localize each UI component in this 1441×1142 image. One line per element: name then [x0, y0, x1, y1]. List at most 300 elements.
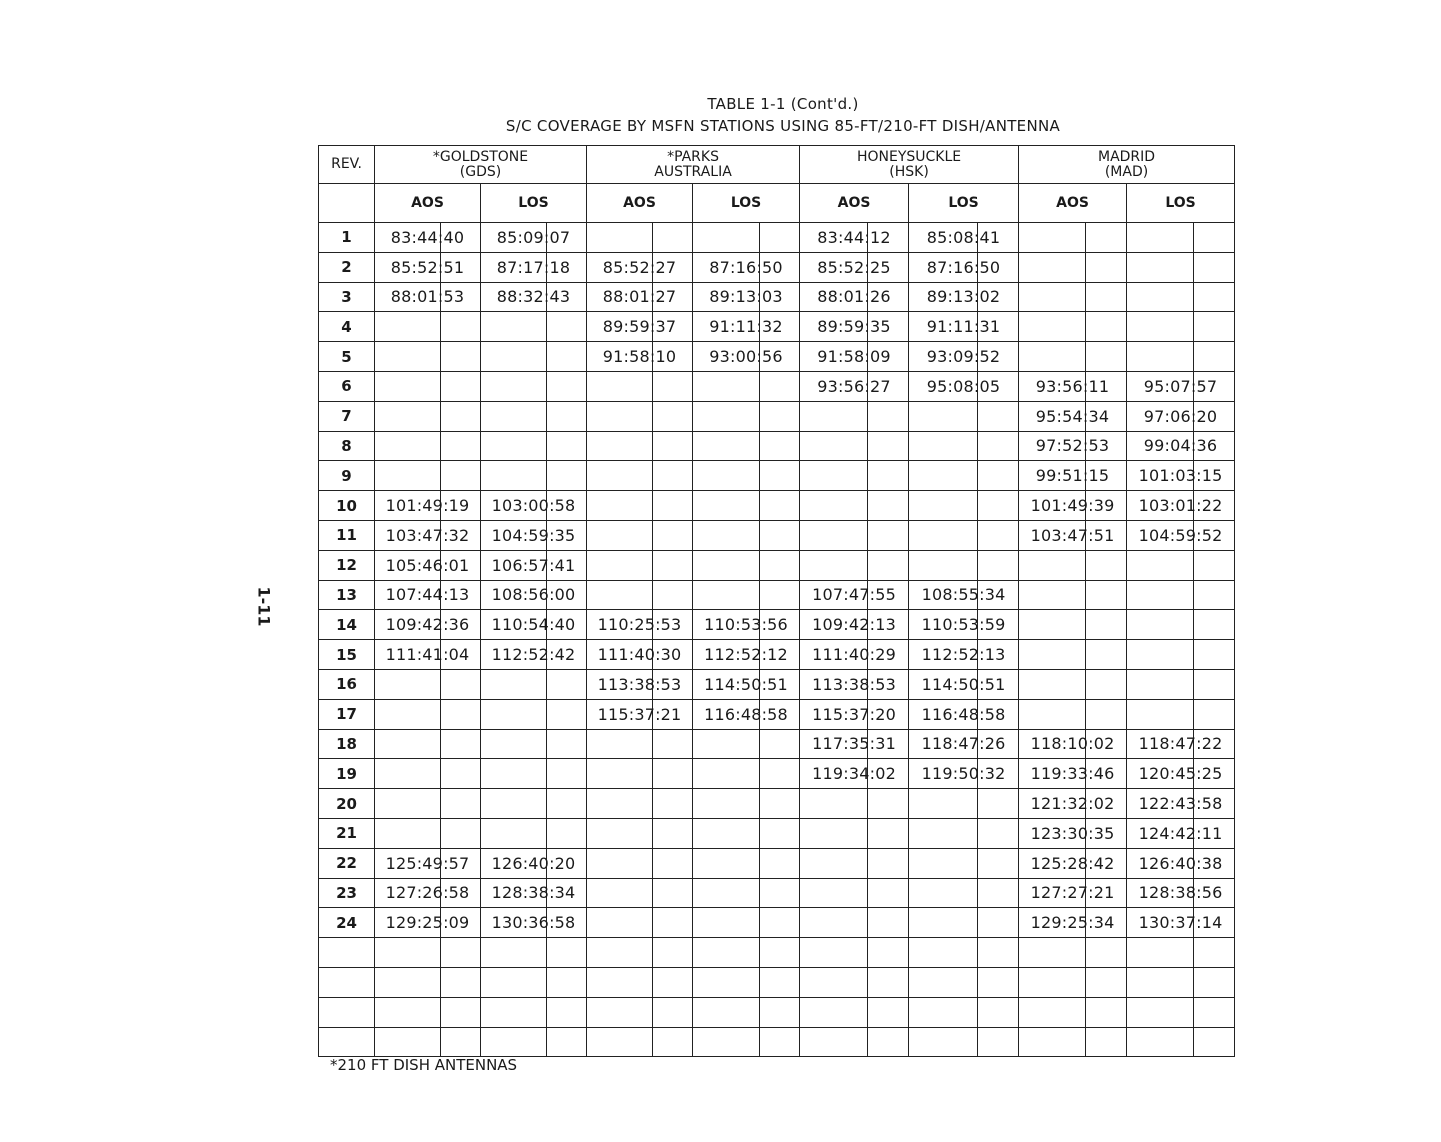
los-cell	[1127, 223, 1235, 253]
aos-cell	[800, 640, 909, 670]
time-value: 87:16:50	[926, 257, 1001, 277]
time-value: 101:49:19	[385, 496, 470, 516]
table-row	[319, 401, 1235, 431]
aos-cell	[587, 818, 693, 848]
los-header: LOS	[481, 184, 587, 223]
time-value: 88:01:53	[390, 287, 465, 307]
time-value: 119:34:02	[812, 764, 896, 784]
aos-cell	[375, 431, 481, 461]
los-cell	[481, 371, 587, 401]
aos-cell	[587, 342, 693, 372]
los-cell	[909, 491, 1019, 521]
table-subtitle: S/C COVERAGE BY MSFN STATIONS USING 85-FT/210-FT DISH/ANTENNA	[505, 117, 1061, 135]
table-row	[319, 789, 1235, 819]
los-cell	[693, 610, 800, 640]
table-row	[319, 550, 1235, 580]
los-cell	[693, 371, 800, 401]
rev-number: 19	[319, 759, 375, 789]
los-cell	[481, 1027, 587, 1057]
table-row	[319, 580, 1235, 610]
time-value: 83:44:12	[817, 227, 891, 247]
rev-subheader-blank	[319, 184, 375, 223]
time-value: 128:38:56	[1138, 883, 1223, 903]
aos-cell	[800, 729, 909, 759]
rev-number	[319, 997, 375, 1027]
table-row	[319, 371, 1235, 401]
time-value: 89:59:35	[817, 317, 891, 337]
los-cell	[693, 1027, 800, 1057]
station-goldstone	[375, 146, 587, 184]
los-cell	[1127, 1027, 1235, 1057]
time-value: 103:47:32	[385, 525, 470, 545]
time-value: 114:50:51	[921, 674, 1006, 694]
table-title: TABLE 1-1 (Cont'd.)	[707, 95, 859, 113]
rev-number	[319, 967, 375, 997]
time-value: 107:47:55	[812, 585, 896, 605]
table-row	[319, 491, 1235, 521]
los-cell	[909, 550, 1019, 580]
time-value: 108:55:34	[921, 585, 1006, 605]
aos-cell	[800, 431, 909, 461]
los-cell	[909, 252, 1019, 282]
aos-cell	[1019, 431, 1127, 461]
rev-number	[319, 1027, 375, 1057]
time-value: 130:37:14	[1138, 913, 1223, 933]
table-row	[319, 908, 1235, 938]
los-cell	[693, 729, 800, 759]
time-value: 118:47:26	[921, 734, 1006, 754]
time-value: 113:38:53	[597, 674, 682, 694]
los-cell	[481, 610, 587, 640]
los-cell	[481, 401, 587, 431]
los-cell	[693, 759, 800, 789]
aos-cell	[1019, 759, 1127, 789]
time-value: 130:36:58	[491, 913, 576, 933]
los-cell	[481, 342, 587, 372]
rev-number: 4	[319, 312, 375, 342]
aos-cell	[587, 371, 693, 401]
los-cell	[693, 312, 800, 342]
aos-cell	[800, 461, 909, 491]
aos-cell	[587, 580, 693, 610]
aos-cell	[375, 759, 481, 789]
aos-cell	[375, 640, 481, 670]
station-goldstone-code: (GDS)	[459, 163, 502, 180]
time-value: 121:32:02	[1030, 794, 1115, 814]
los-cell	[1127, 520, 1235, 550]
time-value: 93:09:52	[926, 347, 1001, 367]
time-value: 85:52:25	[817, 257, 891, 277]
aos-cell	[375, 401, 481, 431]
table-row	[319, 282, 1235, 312]
aos-cell	[375, 848, 481, 878]
aos-cell	[1019, 878, 1127, 908]
los-cell	[909, 669, 1019, 699]
aos-header: AOS	[800, 184, 909, 223]
rev-number: 22	[319, 848, 375, 878]
los-cell	[1127, 729, 1235, 759]
aos-cell	[1019, 550, 1127, 580]
time-value: 97:52:53	[1035, 436, 1110, 456]
aos-cell	[375, 669, 481, 699]
time-value: 126:40:38	[1138, 853, 1223, 873]
los-cell	[909, 461, 1019, 491]
aos-cell	[800, 938, 909, 968]
los-cell	[1127, 550, 1235, 580]
time-value: 112:52:12	[704, 645, 788, 665]
los-cell	[481, 699, 587, 729]
aos-cell	[1019, 491, 1127, 521]
aos-cell	[375, 520, 481, 550]
aos-cell	[1019, 610, 1127, 640]
aos-header: AOS	[375, 184, 481, 223]
los-cell	[1127, 431, 1235, 461]
aos-cell	[375, 550, 481, 580]
rev-number: 1	[319, 223, 375, 253]
los-cell	[481, 520, 587, 550]
aos-cell	[375, 252, 481, 282]
aos-cell	[375, 699, 481, 729]
time-value: 85:52:27	[602, 257, 677, 277]
los-cell	[693, 431, 800, 461]
aos-cell	[800, 342, 909, 372]
aos-cell	[800, 818, 909, 848]
aos-cell	[375, 223, 481, 253]
los-cell	[1127, 312, 1235, 342]
los-cell	[1127, 997, 1235, 1027]
time-value: 111:40:30	[597, 645, 682, 665]
time-value: 106:57:41	[491, 555, 576, 575]
time-value: 114:50:51	[704, 674, 788, 694]
aos-cell	[587, 550, 693, 580]
aos-cell	[1019, 640, 1127, 670]
table-row	[319, 938, 1235, 968]
rev-number: 8	[319, 431, 375, 461]
rev-number: 15	[319, 640, 375, 670]
aos-cell	[375, 938, 481, 968]
rev-number: 14	[319, 610, 375, 640]
time-value: 91:58:10	[602, 347, 677, 367]
time-value: 113:38:53	[812, 674, 896, 694]
los-cell	[481, 669, 587, 699]
los-cell	[693, 520, 800, 550]
los-cell	[693, 699, 800, 729]
aos-cell	[800, 580, 909, 610]
los-cell	[693, 252, 800, 282]
aos-cell	[587, 640, 693, 670]
los-cell	[909, 282, 1019, 312]
aos-cell	[587, 1027, 693, 1057]
aos-cell	[375, 878, 481, 908]
table-row	[319, 610, 1235, 640]
los-cell	[909, 520, 1019, 550]
los-cell	[481, 967, 587, 997]
aos-cell	[1019, 401, 1127, 431]
time-value: 103:47:51	[1030, 525, 1115, 545]
los-cell	[909, 759, 1019, 789]
time-value: 127:27:21	[1030, 883, 1115, 903]
los-cell	[693, 938, 800, 968]
table-row	[319, 342, 1235, 372]
time-value: 123:30:35	[1030, 823, 1115, 843]
table-row	[319, 997, 1235, 1027]
aos-cell	[375, 908, 481, 938]
aos-cell	[587, 938, 693, 968]
los-cell	[909, 729, 1019, 759]
rev-header: REV.	[319, 146, 375, 184]
time-value: 99:04:36	[1143, 436, 1218, 456]
rev-number: 18	[319, 729, 375, 759]
los-cell	[481, 491, 587, 521]
los-cell	[693, 550, 800, 580]
time-value: 91:11:32	[709, 317, 783, 337]
los-cell	[481, 938, 587, 968]
aos-cell	[587, 610, 693, 640]
rev-number: 16	[319, 669, 375, 699]
time-value: 95:54:34	[1035, 406, 1110, 426]
aos-cell	[800, 252, 909, 282]
aos-cell	[800, 401, 909, 431]
los-cell	[1127, 461, 1235, 491]
aos-cell	[1019, 1027, 1127, 1057]
los-cell	[909, 938, 1019, 968]
time-value: 118:10:02	[1030, 734, 1115, 754]
time-value: 119:50:32	[921, 764, 1006, 784]
aos-cell	[1019, 967, 1127, 997]
los-cell	[909, 967, 1019, 997]
time-value: 125:49:57	[385, 853, 470, 873]
los-cell	[693, 997, 800, 1027]
aos-cell	[375, 997, 481, 1027]
los-cell	[909, 223, 1019, 253]
aos-cell	[1019, 252, 1127, 282]
aos-cell	[1019, 997, 1127, 1027]
aos-cell	[375, 818, 481, 848]
station-goldstone-name: *GOLDSTONE	[432, 148, 529, 165]
los-cell	[1127, 789, 1235, 819]
time-value: 88:01:26	[817, 287, 891, 307]
los-cell	[693, 461, 800, 491]
aos-header: AOS	[587, 184, 693, 223]
los-cell	[481, 282, 587, 312]
time-value: 112:52:13	[921, 645, 1006, 665]
rev-number: 6	[319, 371, 375, 401]
rev-number: 2	[319, 252, 375, 282]
aos-cell	[587, 312, 693, 342]
aos-cell	[375, 342, 481, 372]
aos-cell	[800, 371, 909, 401]
los-cell	[1127, 342, 1235, 372]
los-cell	[909, 371, 1019, 401]
rev-number: 11	[319, 520, 375, 550]
los-cell	[1127, 371, 1235, 401]
time-value: 89:13:03	[709, 287, 783, 307]
aos-cell	[1019, 848, 1127, 878]
los-cell	[1127, 908, 1235, 938]
station-honeysuckle-name: HONEYSUCKLE	[856, 148, 962, 165]
los-cell	[481, 580, 587, 610]
aos-cell	[587, 431, 693, 461]
los-cell	[909, 1027, 1019, 1057]
aos-cell	[1019, 520, 1127, 550]
los-cell	[1127, 938, 1235, 968]
rev-number: 5	[319, 342, 375, 372]
table-row	[319, 223, 1235, 253]
aos-cell	[375, 789, 481, 819]
rev-number: 17	[319, 699, 375, 729]
aos-cell	[800, 491, 909, 521]
table-row	[319, 640, 1235, 670]
los-cell	[1127, 669, 1235, 699]
time-value: 115:37:21	[597, 704, 682, 724]
time-value: 93:00:56	[709, 347, 783, 367]
los-cell	[693, 878, 800, 908]
time-value: 93:56:11	[1035, 376, 1110, 396]
aos-cell	[1019, 729, 1127, 759]
time-value: 107:44:13	[385, 585, 470, 605]
aos-cell	[1019, 938, 1127, 968]
aos-cell	[375, 461, 481, 491]
time-value: 110:53:56	[704, 615, 788, 635]
aos-cell	[375, 610, 481, 640]
los-cell	[1127, 759, 1235, 789]
aos-cell	[375, 1027, 481, 1057]
aos-cell	[587, 729, 693, 759]
station-parks-code: AUSTRALIA	[654, 163, 732, 180]
rev-number: 13	[319, 580, 375, 610]
los-cell	[1127, 818, 1235, 848]
aos-cell	[587, 252, 693, 282]
aos-cell	[375, 282, 481, 312]
rev-number: 23	[319, 878, 375, 908]
los-cell	[909, 640, 1019, 670]
station-honeysuckle	[800, 146, 1019, 184]
time-value: 99:51:15	[1035, 466, 1110, 486]
los-cell	[909, 789, 1019, 819]
rev-number	[319, 938, 375, 968]
time-value: 103:00:58	[491, 496, 576, 516]
table-row	[319, 699, 1235, 729]
station-madrid	[1019, 146, 1235, 184]
time-value: 125:28:42	[1030, 853, 1115, 873]
aos-cell	[800, 610, 909, 640]
los-header: LOS	[1127, 184, 1235, 223]
table-row	[319, 252, 1235, 282]
los-cell	[1127, 640, 1235, 670]
table-row	[319, 431, 1235, 461]
los-cell	[693, 789, 800, 819]
table-row	[319, 520, 1235, 550]
aos-cell	[1019, 282, 1127, 312]
los-cell	[481, 729, 587, 759]
table-row	[319, 818, 1235, 848]
los-cell	[909, 431, 1019, 461]
time-value: 95:08:05	[926, 376, 1001, 396]
aos-cell	[800, 848, 909, 878]
time-value: 108:56:00	[491, 585, 576, 605]
station-header-row	[319, 146, 1235, 184]
table-row	[319, 312, 1235, 342]
page-number: 1-11	[254, 586, 274, 627]
los-cell	[1127, 699, 1235, 729]
aos-cell	[1019, 342, 1127, 372]
time-value: 124:42:11	[1138, 823, 1223, 843]
los-cell	[693, 491, 800, 521]
time-value: 103:01:22	[1138, 496, 1223, 516]
los-cell	[693, 818, 800, 848]
time-value: 112:52:42	[491, 645, 576, 665]
time-value: 122:43:58	[1138, 794, 1223, 814]
time-value: 109:42:13	[812, 615, 896, 635]
aos-cell	[587, 908, 693, 938]
time-value: 116:48:58	[921, 704, 1006, 724]
los-cell	[909, 610, 1019, 640]
time-value: 127:26:58	[385, 883, 470, 903]
table-row	[319, 848, 1235, 878]
aos-cell	[587, 967, 693, 997]
los-cell	[481, 312, 587, 342]
los-cell	[909, 312, 1019, 342]
los-cell	[909, 342, 1019, 372]
aos-cell	[800, 759, 909, 789]
time-value: 97:06:20	[1143, 406, 1218, 426]
time-value: 109:42:36	[385, 615, 470, 635]
los-cell	[909, 818, 1019, 848]
footnote: *210 FT DISH ANTENNAS	[330, 1056, 518, 1074]
los-cell	[1127, 878, 1235, 908]
los-cell	[481, 997, 587, 1027]
aos-cell	[587, 461, 693, 491]
time-value: 104:59:52	[1138, 525, 1223, 545]
aos-cell	[587, 759, 693, 789]
table-row	[319, 461, 1235, 491]
time-value: 110:25:53	[597, 615, 682, 635]
los-cell	[693, 223, 800, 253]
aos-cell	[800, 967, 909, 997]
los-cell	[481, 640, 587, 670]
aos-cell	[1019, 908, 1127, 938]
aos-cell	[1019, 223, 1127, 253]
time-value: 85:08:41	[926, 227, 1001, 247]
los-cell	[1127, 580, 1235, 610]
aos-cell	[1019, 789, 1127, 819]
los-cell	[481, 789, 587, 819]
time-value: 111:41:04	[385, 645, 470, 665]
aos-cell	[800, 1027, 909, 1057]
aos-cell	[587, 282, 693, 312]
rev-number: 24	[319, 908, 375, 938]
aos-cell	[800, 699, 909, 729]
los-cell	[909, 997, 1019, 1027]
aos-cell	[800, 908, 909, 938]
los-cell	[481, 848, 587, 878]
los-cell	[1127, 252, 1235, 282]
los-cell	[481, 431, 587, 461]
los-cell	[1127, 967, 1235, 997]
rev-number: 3	[319, 282, 375, 312]
los-cell	[909, 580, 1019, 610]
aos-cell	[1019, 699, 1127, 729]
los-cell	[1127, 282, 1235, 312]
time-value: 89:59:37	[602, 317, 677, 337]
los-cell	[481, 908, 587, 938]
aos-cell	[587, 401, 693, 431]
time-value: 111:40:29	[812, 645, 896, 665]
los-cell	[1127, 491, 1235, 521]
rev-number: 7	[319, 401, 375, 431]
los-cell	[693, 580, 800, 610]
coverage-table	[318, 145, 1235, 1057]
